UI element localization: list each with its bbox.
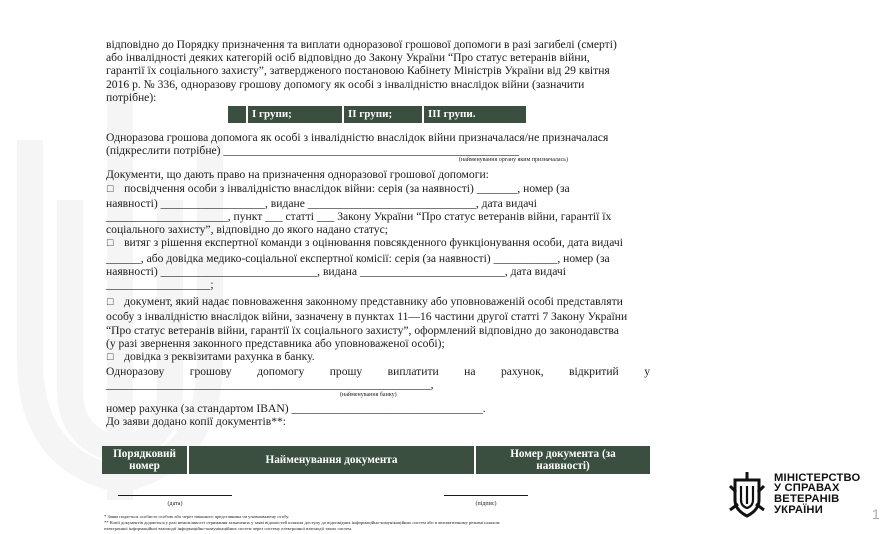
intro-paragraph xyxy=(106,38,650,104)
intro-line: або інвалідності деяких категорій осіб відповідно до Закону України “Про статус ветеранів війни, xyxy=(106,51,590,65)
group-option-1[interactable]: І групи; xyxy=(246,106,342,123)
item-line: __________________; xyxy=(106,278,214,292)
item-line: “Про статус ветеранів війни, гарантії їх соціального захисту”, оформлений відповідно до законодавства xyxy=(106,323,619,337)
ministry-name-line: МІНІСТЕРСТВО xyxy=(774,471,861,484)
payment-line: Одноразову грошову допомогу прошу виплатити на рахунок, відкритий у xyxy=(106,365,650,379)
assigned-line[interactable]: (підкреслити потрібне) ___________________________________________________ xyxy=(106,144,520,158)
item-line: соціального захисту”, відповідно до якого надано статус; xyxy=(106,223,388,237)
intro-line: відповідно до Порядку призначення та виплати одноразової грошової допомоги в разі загибелі (смерті) xyxy=(106,38,617,51)
intro-line: 2016 р. № 336, одноразову грошову допомогу як особі з інвалідністю внаслідок війни (зазначити xyxy=(106,77,585,91)
intro-line: гарантії їх соціального захисту”, затвердженого постановою Кабінету Міністрів України від 29 квітня xyxy=(106,64,610,78)
item-line: витяг з рішення експертної команди з оцінювання повсякденного функціонування особи, дата видачі xyxy=(124,236,623,250)
intro-line: потрібне): xyxy=(106,90,157,104)
group-option-2[interactable]: ІІ групи; xyxy=(342,106,422,123)
item-line: документ, який надає повноваження законному представнику або уповноваженій особі представляти xyxy=(124,295,623,309)
organ-label: (найменування органу яким призначалась) xyxy=(458,157,568,164)
item-line: посвідчення особи з інвалідністю внаслідок війни: серія (за наявності) _______, номер (за xyxy=(124,181,570,195)
group-spacer xyxy=(228,106,246,123)
application-body xyxy=(106,38,650,428)
item-line: довідка з реквізитами рахунка в банку. xyxy=(124,350,315,364)
documents-heading: Документи, що дають право на призначення одноразової грошової допомоги: xyxy=(106,168,489,182)
assigned-line: Одноразова грошова допомога як особі з інвалідністю внаслідок війни призначалася/не призначалася xyxy=(106,131,609,145)
document-item-bank xyxy=(106,350,650,365)
ministry-logo xyxy=(728,470,860,518)
col-header-number: Порядковий номер xyxy=(113,448,176,472)
bank-field[interactable]: ________________________________________________________, xyxy=(106,378,434,392)
ministry-name-line: ВЕТЕРАНІВ xyxy=(774,493,840,505)
document-item-extract xyxy=(106,236,650,291)
col-header-name: Найменування документа xyxy=(187,446,474,474)
item-line: (у разі звернення законного представника або уповноваженої особі); xyxy=(106,336,445,350)
footnote-1: * Заява подається особисто особою або через законного представника чи уповноважену особу. xyxy=(104,514,290,519)
item-line: наявності) ___________________________, видана _________________________, дата видачі xyxy=(106,264,566,278)
signature-field[interactable]: (підпис) xyxy=(444,495,528,507)
checkbox-icon[interactable]: ☐ xyxy=(106,353,115,364)
document-item-certificate xyxy=(106,182,650,237)
footnote-2: ** Копії документів додаються у разі неможливості отримання зазначених у заяві відомостей шляхом доступу до відповідних інформаційно-комунікаційних систем або в автоматичному режимі шляхом xyxy=(104,520,500,525)
iban-field[interactable]: номер рахунка (за стандартом IBAN) _________________________________. xyxy=(106,401,486,415)
ministry-name xyxy=(774,473,860,515)
item-line: особу з інвалідністю внаслідок війни, зазначену в пунктах 11—16 частини другої статті 7 Закону України xyxy=(106,310,628,324)
document-item-authority xyxy=(106,295,650,350)
ministry-emblem-icon xyxy=(728,470,766,518)
disability-group-options xyxy=(228,106,526,123)
bank-label: (найменування банку) xyxy=(340,391,397,398)
ministry-name-line: У СПРАВАХ xyxy=(774,482,840,495)
footnote-3: електронної інформаційної взаємодії інформаційно-комунікаційних систем через систему електронної взаємодії таких систем. xyxy=(104,526,353,531)
checkbox-icon[interactable]: ☐ xyxy=(106,239,115,250)
attached-documents-table-header xyxy=(102,446,650,474)
checkbox-icon[interactable]: ☐ xyxy=(106,298,115,309)
attached-heading: До заяви додано копії документів**: xyxy=(106,414,287,428)
item-line: _____________________, пункт ___ статті ___ Закону України “Про статус ветеранів війни, гарантії їх xyxy=(106,210,612,224)
checkbox-icon[interactable]: ☐ xyxy=(106,184,115,195)
ministry-name-line: УКРАЇНИ xyxy=(774,503,823,516)
item-line: наявності) __________________, видане _____________________________, дата видачі xyxy=(106,196,537,210)
date-field[interactable]: (дата) xyxy=(118,495,232,507)
group-option-3[interactable]: ІІІ групи. xyxy=(422,106,526,123)
payment-paragraph xyxy=(106,365,650,428)
col-header-doc-number: Номер документа (за наявності) xyxy=(474,446,650,474)
assigned-paragraph xyxy=(106,131,650,164)
page-number: 1 xyxy=(872,506,880,522)
item-line: ______, або довідка медико-соціальної експертної комісії: серія (за наявності) ___________, номер (за xyxy=(106,251,610,265)
